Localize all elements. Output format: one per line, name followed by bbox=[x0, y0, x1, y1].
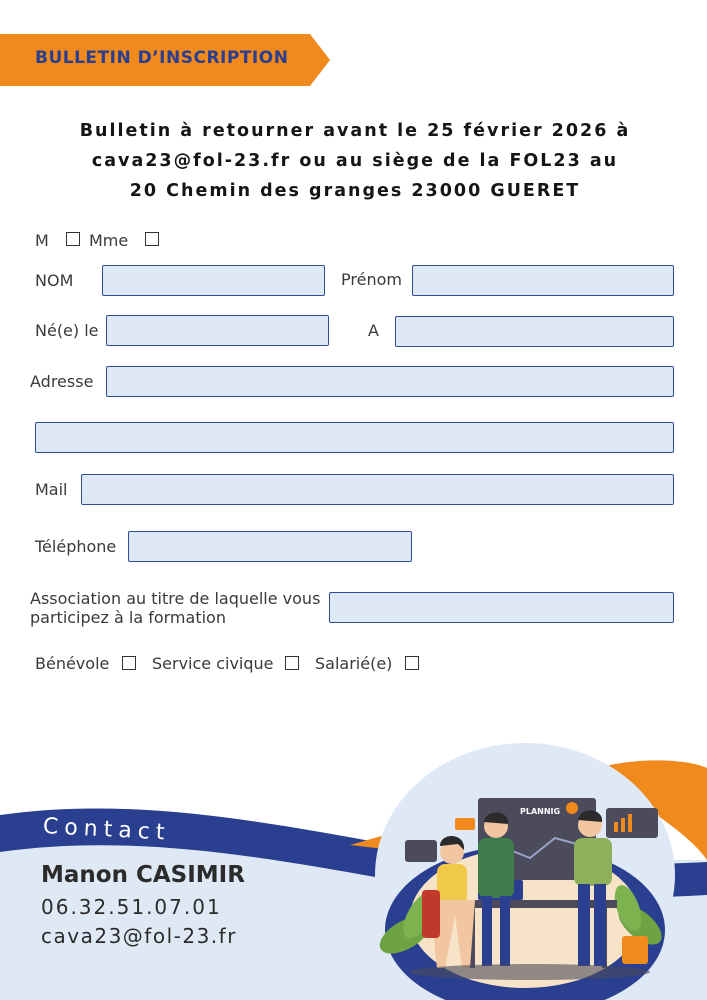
target-icon bbox=[566, 802, 578, 814]
association-label-line-2: participez à la formation bbox=[30, 608, 226, 627]
birthdate-field[interactable] bbox=[106, 315, 329, 346]
birthplace-field[interactable] bbox=[395, 316, 674, 347]
mail-field[interactable] bbox=[81, 474, 674, 505]
status-benevole-checkbox[interactable] bbox=[122, 656, 136, 670]
status-service-civique-checkbox[interactable] bbox=[285, 656, 299, 670]
civility-m-checkbox[interactable] bbox=[66, 232, 80, 246]
birthplace-label: A bbox=[368, 321, 379, 340]
contact-email: cava23@fol-23.fr bbox=[41, 924, 237, 948]
chair bbox=[422, 890, 440, 938]
birthdate-label: Né(e) le bbox=[35, 321, 99, 340]
intro-line-1: Bulletin à retourner avant le 25 février 2026 à bbox=[79, 121, 631, 141]
plant-pot bbox=[622, 936, 648, 964]
mail-label: Mail bbox=[35, 480, 68, 499]
address-field-1[interactable] bbox=[106, 366, 674, 397]
status-salarie-label: Salarié(e) bbox=[315, 654, 393, 673]
contact-phone: 06.32.51.07.01 bbox=[41, 895, 222, 919]
status-salarie-checkbox[interactable] bbox=[405, 656, 419, 670]
prenom-field[interactable] bbox=[412, 265, 674, 296]
status-service-civique-label: Service civique bbox=[152, 654, 274, 673]
phone-label: Téléphone bbox=[35, 537, 117, 556]
civility-mme-checkbox[interactable] bbox=[145, 232, 159, 246]
banner-title: BULLETIN D’INSCRIPTION bbox=[35, 48, 289, 68]
prenom-label: Prénom bbox=[341, 270, 402, 289]
intro-text bbox=[30, 116, 680, 206]
nom-label: NOM bbox=[35, 271, 74, 290]
intro-line-3: 20 Chemin des granges 23000 GUERET bbox=[129, 181, 581, 201]
status-benevole-label: Bénévole bbox=[35, 654, 110, 673]
address-label: Adresse bbox=[30, 372, 94, 391]
nom-field[interactable] bbox=[102, 265, 325, 296]
floor-shadow bbox=[410, 964, 650, 980]
address-field-2[interactable] bbox=[35, 422, 674, 453]
intro-line-2: cava23@fol-23.fr ou au siège de la FOL23 au bbox=[91, 151, 619, 171]
civility-mme-label: Mme bbox=[89, 231, 129, 250]
header-banner bbox=[0, 34, 330, 86]
civility-m-label: M bbox=[35, 231, 49, 250]
association-field[interactable] bbox=[329, 592, 674, 623]
association-label-line-1: Association au titre de laquelle vous bbox=[30, 589, 321, 608]
contact-title: Contact bbox=[42, 814, 172, 846]
message-card-icon bbox=[405, 840, 437, 862]
chat-bubble-icon bbox=[455, 818, 475, 830]
phone-field[interactable] bbox=[128, 531, 412, 562]
planning-board-label: PLANNIG bbox=[520, 807, 561, 816]
contact-name: Manon CASIMIR bbox=[41, 862, 245, 888]
association-label bbox=[30, 589, 320, 627]
